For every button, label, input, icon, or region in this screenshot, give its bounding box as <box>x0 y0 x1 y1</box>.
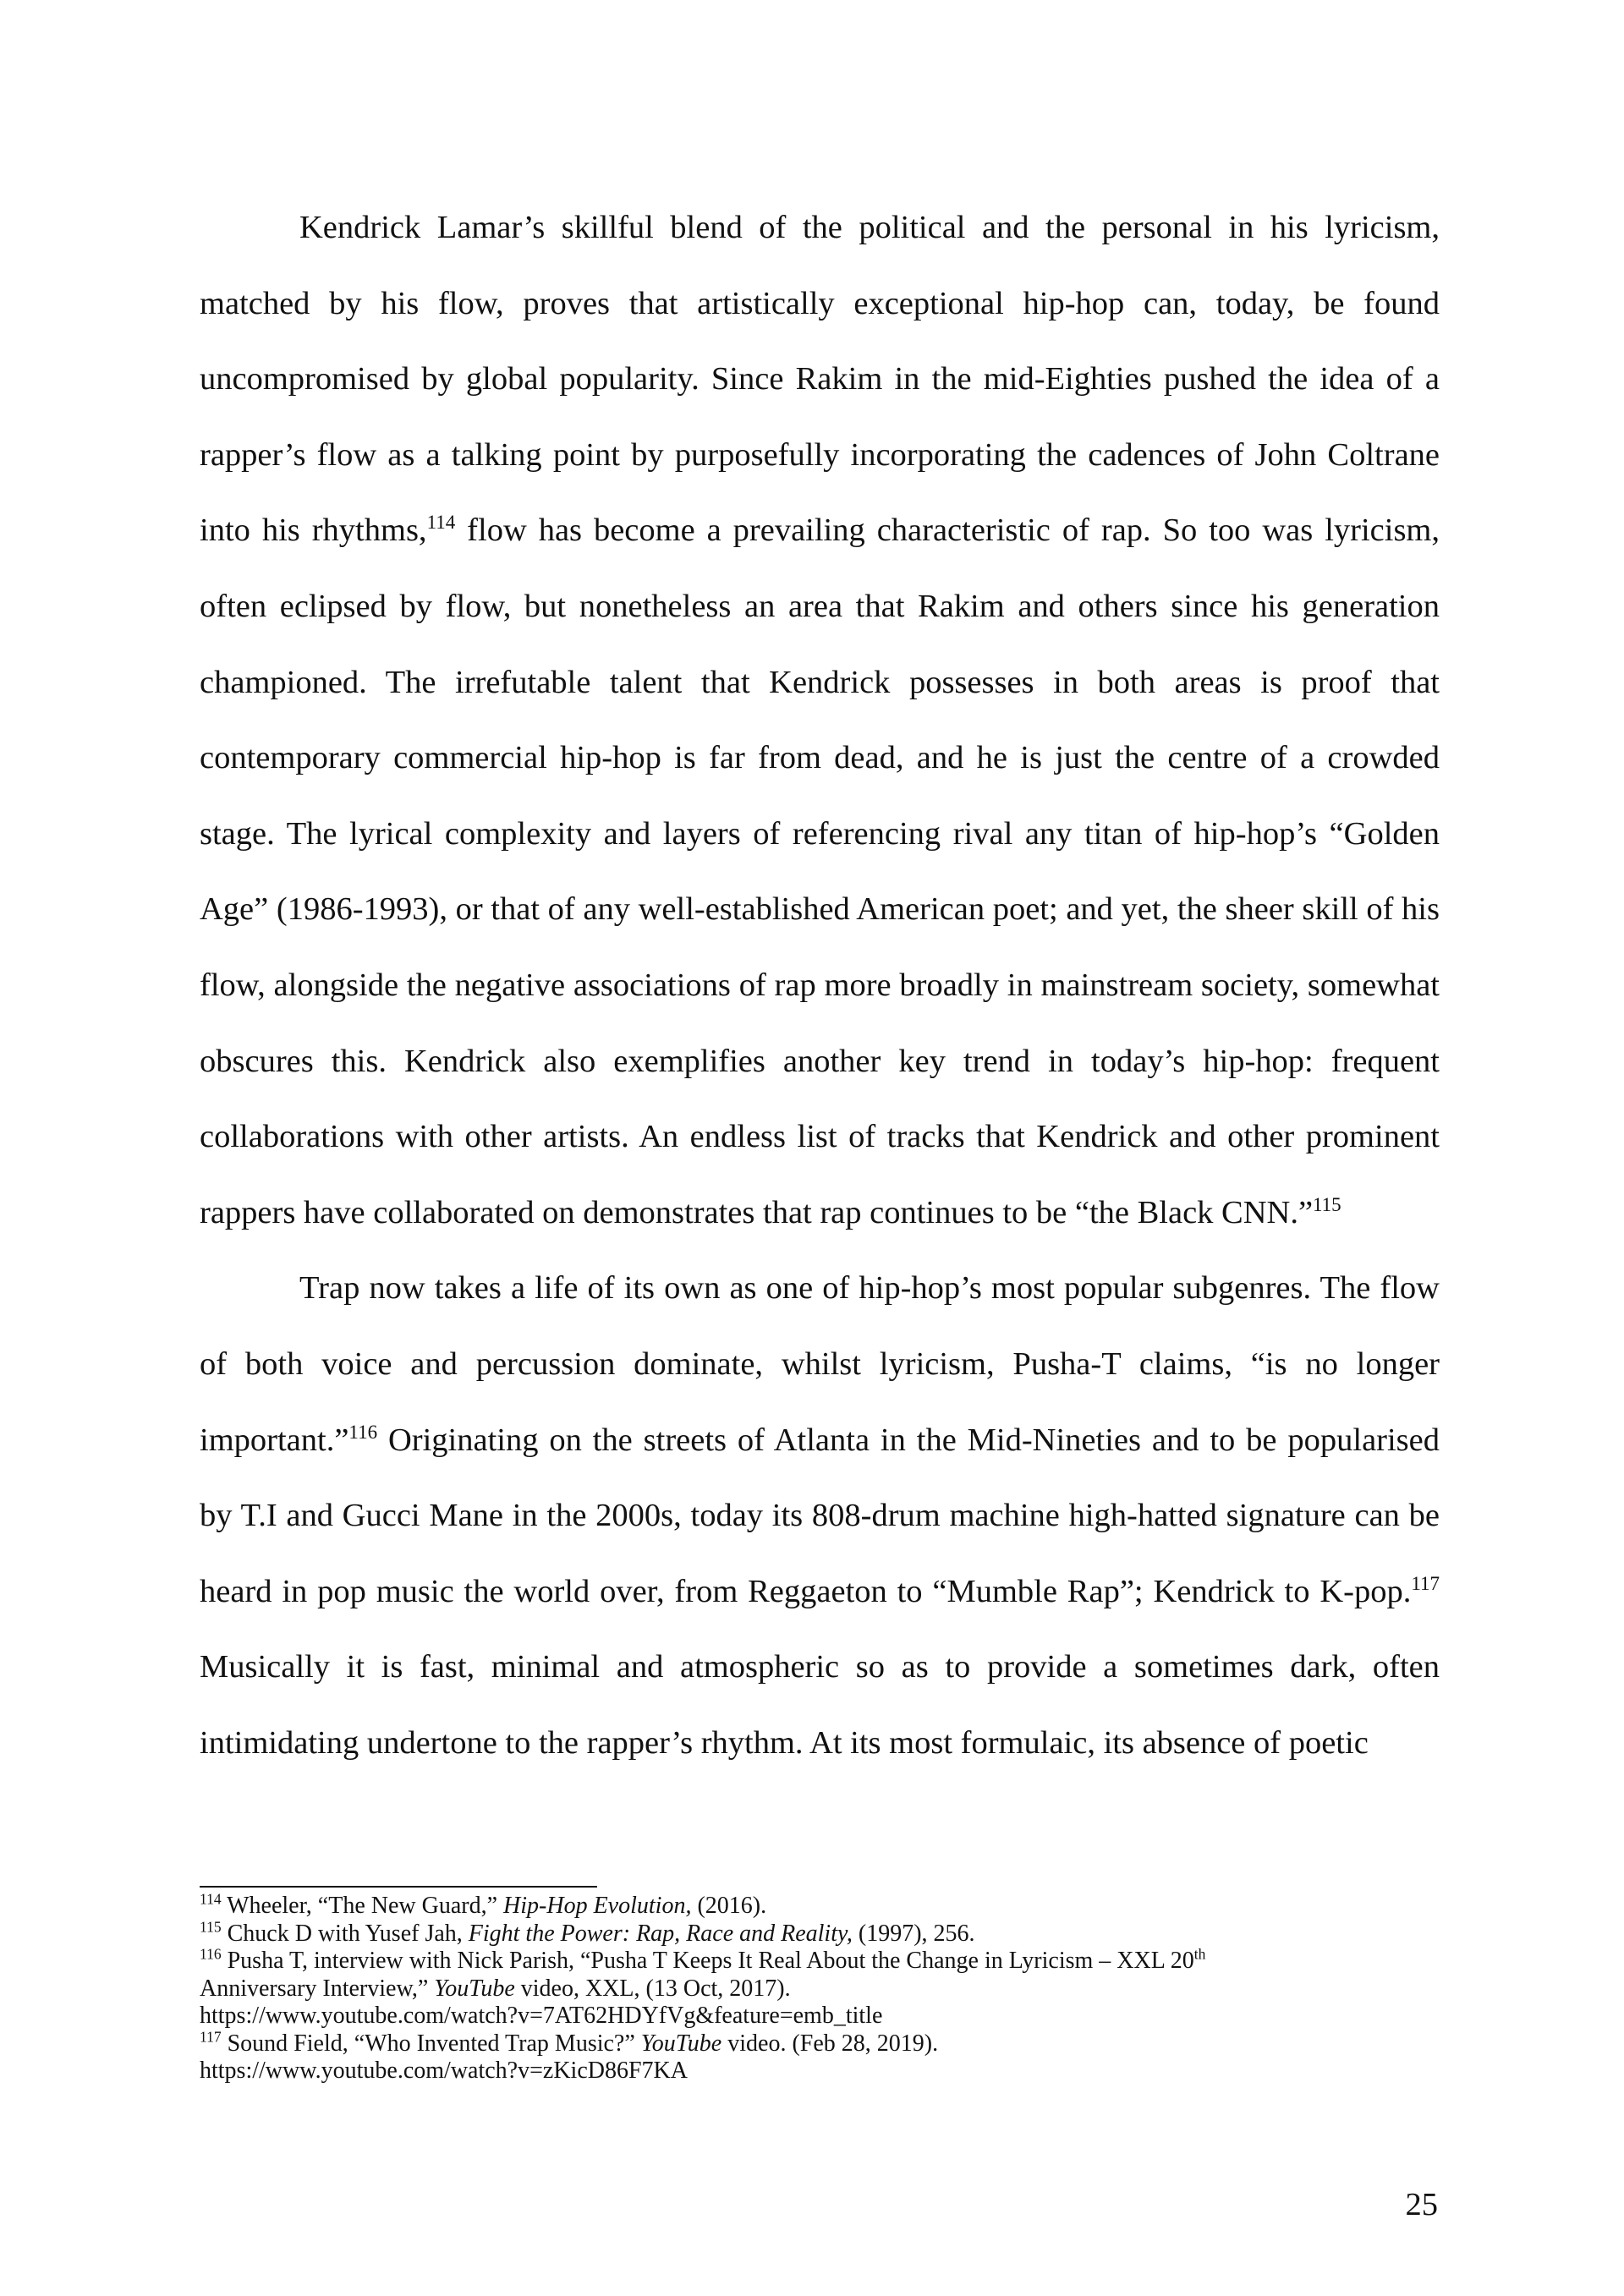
footnote-separator <box>200 1886 597 1888</box>
footnote-line <box>200 1945 1440 1975</box>
body-text <box>200 190 1440 1781</box>
footnote-text: Sound Field, “Who Invented Trap Music?” <box>221 2030 641 2057</box>
page-body <box>200 190 1440 1781</box>
footnote-title: Fight the Power: Rap, Race and Reality, <box>468 1920 853 1947</box>
footnote-line <box>200 1890 1440 1921</box>
footnote-text: Anniversary Interview,” <box>200 1975 435 2002</box>
footnote-text: (2016). <box>691 1893 767 1919</box>
footnote-line <box>200 1918 1440 1948</box>
footnote-text: th <box>1193 1945 1206 1963</box>
paragraph-text: flow has become a prevailing characteristic of rap. So too was lyricism, often eclipsed by flow, but nonetheless an area that Rakim and others since his generation championed. The irrefutable talent that Kendrick possesses in both areas is proof that contemporary commercial hip-hop is far from dead, and he is just the centre of a crowded stage. The lyrical complexity and layers of referencing rival any titan of hip-hop’s “Golden Age” (1986-1993), or that of any well-established American poet; and yet, the sheer skill of his flow, alongside the negative associations of rap more broadly in mainstream society, somewhat obscures this. Kendrick also exemplifies another key trend in today’s hip-hop: frequent collaborations with other artists. An endless list of tracks that Kendrick and other prominent rappers have collaborated on demonstrates that rap continues to be “the Black CNN.” <box>200 512 1440 1230</box>
footnote-text: (1997), 256. <box>852 1920 975 1947</box>
footnote-text: Wheeler, “The New Guard,” <box>221 1893 504 1919</box>
footnote-line <box>200 2003 1440 2030</box>
footnote-text: Pusha T, interview with Nick Parish, “Pusha T Keeps It Real About the Change in Lyricism – XXL 20 <box>221 1948 1194 1974</box>
footnote-text: video, XXL, (13 Oct, 2017). <box>514 1975 791 2002</box>
body-paragraph <box>200 190 1440 1251</box>
body-paragraph <box>200 1251 1440 1781</box>
footnote-number: 116 <box>200 1945 222 1963</box>
footnote-number: 114 <box>200 1890 222 1908</box>
footnote-list <box>200 1890 1440 2085</box>
paragraph-text: Trap now takes a life of its own as one of hip-hop’s most popular subgenres. The flow of both voice and percussion dominate, whilst lyricism, Pusha-T claims, “is no longer important.” <box>200 1270 1440 1458</box>
footnote-title: YouTube <box>434 1975 515 2002</box>
paragraph-text: Kendrick Lamar’s skillful blend of the political and the personal in his lyricism, matched by his flow, proves that artistically exceptional hip-hop can, today, be found uncompromised by global popularity. Since Rakim in the mid-Eighties pushed the idea of a rapper’s flow as a talking point by purposefully incorporating the cadences of John Coltrane into his rhythms, <box>200 210 1440 549</box>
footnote-text: video. (Feb 28, 2019). <box>721 2030 939 2057</box>
footnote-reference: 117 <box>1411 1572 1440 1594</box>
footnote-text: Chuck D with Yusef Jah, <box>221 1920 469 1947</box>
footnote-text: https://www.youtube.com/watch?v=zKicD86F7KA <box>200 2058 688 2084</box>
footnote-text: https://www.youtube.com/watch?v=7AT62HDYfVg&feature=emb_title <box>200 2003 883 2029</box>
footnote-reference: 114 <box>426 512 456 534</box>
footnote-reference: 115 <box>1313 1193 1341 1215</box>
footnote-number: 117 <box>200 2028 222 2045</box>
paragraph-text: Originating on the streets of Atlanta in the Mid-Nineties and to be popularised by T.I and Gucci Mane in the 2000s, today its 808-drum machine high-hatted signature can be heard in pop music the world over, from Reggaeton to “Mumble Rap”; Kendrick to K-pop. <box>200 1422 1440 1609</box>
footnote-number: 115 <box>200 1918 222 1935</box>
footnote-title: YouTube <box>640 2030 722 2057</box>
footnotes-section <box>200 1886 1440 2085</box>
footnote-title: Hip-Hop Evolution, <box>503 1893 692 1919</box>
paragraph-text: Musically it is fast, minimal and atmospheric so as to provide a sometimes dark, often intimidating undertone to the rapper’s rhythm. At its most formulaic, its absence of poetic <box>200 1649 1440 1761</box>
page-number: 25 <box>1405 2187 1438 2222</box>
footnote-line <box>200 2058 1440 2085</box>
footnote-line <box>200 1975 1440 2003</box>
footnote-reference: 116 <box>348 1421 378 1443</box>
footnote-line <box>200 2030 1440 2058</box>
